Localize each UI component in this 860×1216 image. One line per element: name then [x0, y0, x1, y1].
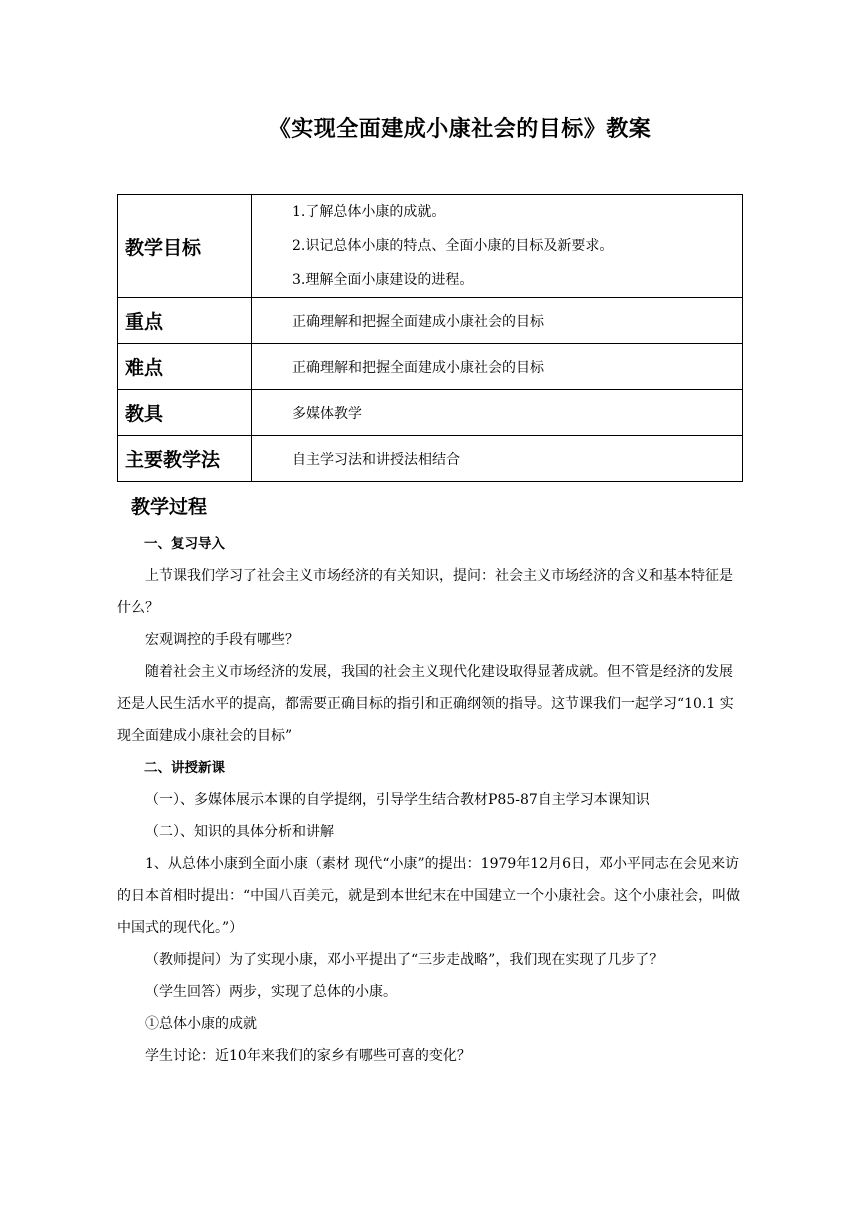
paragraph: （二）、知识的具体分析和讲解 [145, 824, 334, 840]
lesson-info-table [117, 194, 743, 482]
goals-cell [252, 195, 743, 298]
goal-item: 1.了解总体小康的成就。 [292, 204, 446, 220]
paragraph: 上节课我们学习了社会主义市场经济的有关知识，提问：社会主义市场经济的含义和基本特征是什么？ [117, 568, 733, 616]
teaching-process-body [117, 528, 743, 1072]
subsection-heading: 二、讲授新课 [144, 760, 225, 776]
paragraph: 随着社会主义市场经济的发展，我国的社会主义现代化建设取得显著成就。但不管是经济的发展还是人民生活水平的提高，都需要正确目标的指引和正确纲领的指导。这节课我们一起学习“10.1 实现全面建成小康社会的目标” [117, 664, 734, 744]
table-row-goals [118, 195, 743, 298]
paragraph: （学生回答）两步，实现了总体的小康。 [145, 984, 397, 1000]
section-heading: 教学过程 [131, 496, 208, 518]
row-label: 教具 [118, 390, 252, 436]
row-label: 教学目标 [118, 195, 252, 298]
table-row-methods [118, 436, 743, 482]
row-value: 正确理解和把握全面建成小康社会的目标 [252, 344, 743, 390]
document-title: 《实现全面建成小康社会的目标》教案 [268, 117, 652, 142]
row-value: 自主学习法和讲授法相结合 [252, 436, 743, 482]
paragraph: ①总体小康的成就 [145, 1016, 257, 1032]
row-label: 难点 [118, 344, 252, 390]
paragraph: 1、从总体小康到全面小康（素材 现代“小康”的提出：1979年12月6日，邓小平同志在会见来访的日本首相时提出：“中国八百美元，就是到本世纪末在中国建立一个小康社会。这个小康社会，叫做中国式的现代化。”） [117, 856, 741, 936]
row-label: 重点 [118, 298, 252, 344]
row-value: 多媒体教学 [252, 390, 743, 436]
paragraph: 学生讨论：近10年来我们的家乡有哪些可喜的变化？ [145, 1048, 471, 1064]
paragraph: （教师提问）为了实现小康，邓小平提出了“三步走战略”，我们现在实现了几步了？ [145, 952, 664, 968]
goal-item: 3.理解全面小康建设的进程。 [292, 272, 474, 288]
table-row-key-points [118, 298, 743, 344]
table-row-teaching-aids [118, 390, 743, 436]
row-label: 主要教学法 [118, 436, 252, 482]
goal-item: 2.识记总体小康的特点、全面小康的目标及新要求。 [292, 238, 614, 254]
paragraph: 宏观调控的手段有哪些？ [145, 632, 299, 648]
row-value: 正确理解和把握全面建成小康社会的目标 [252, 298, 743, 344]
paragraph: （一）、多媒体展示本课的自学提纲，引导学生结合教材P85-87自主学习本课知识 [145, 792, 650, 808]
table-row-difficulties [118, 344, 743, 390]
subsection-heading: 一、复习导入 [144, 536, 225, 552]
